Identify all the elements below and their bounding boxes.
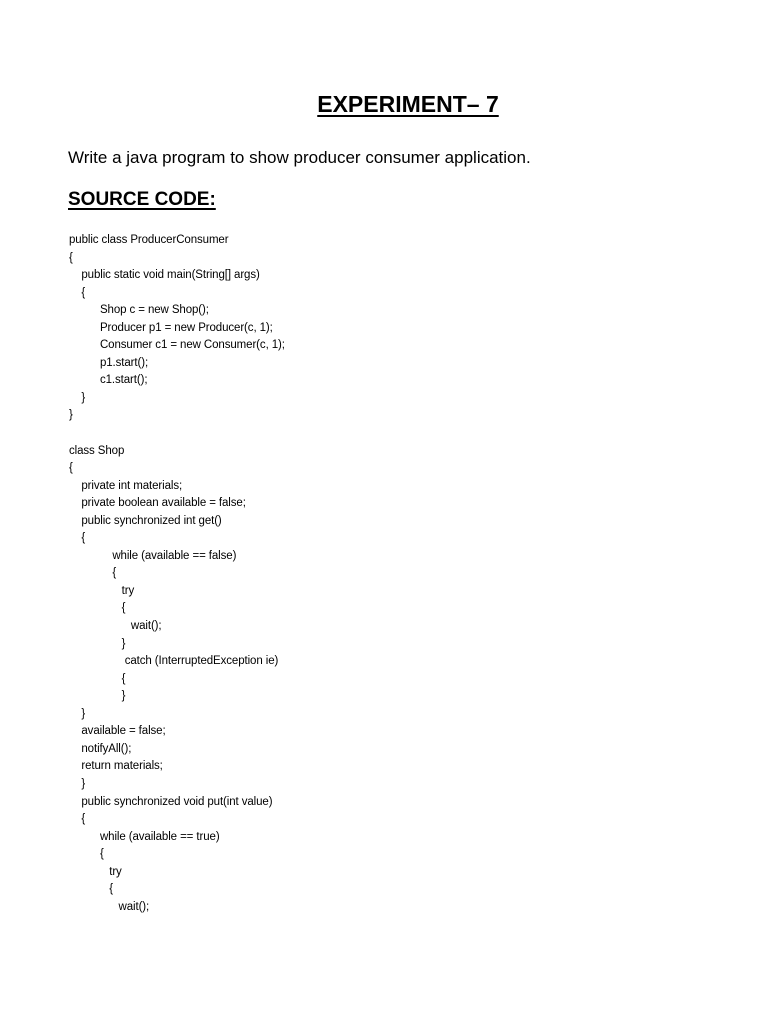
code-line (69, 425, 729, 443)
code-line: p1.start(); (69, 356, 149, 369)
source-code-block (69, 232, 729, 916)
code-line: public synchronized void put(int value) (69, 795, 273, 808)
code-line: available = false; (69, 725, 166, 738)
code-line: class Shop (69, 444, 125, 457)
code-line: private int materials; (69, 479, 183, 492)
code-line: return materials; (69, 760, 163, 773)
code-line: Producer p1 = new Producer(c, 1); (69, 321, 273, 334)
code-line: } (69, 409, 73, 422)
section-heading: SOURCE CODE: (68, 189, 216, 210)
code-line: { (69, 672, 126, 685)
code-line: public static void main(String[] args) (69, 269, 260, 282)
code-line: { (69, 813, 86, 826)
code-line: public class ProducerConsumer (69, 234, 229, 246)
code-line: Shop c = new Shop(); (69, 304, 209, 317)
task-description: Write a java program to show producer consumer application. (68, 148, 531, 167)
code-line: try (69, 584, 135, 597)
page-title: EXPERIMENT– 7 (317, 91, 499, 117)
code-line: { (69, 567, 117, 580)
code-line: public synchronized int get() (69, 514, 222, 527)
code-line: } (69, 707, 86, 720)
code-line: { (69, 602, 126, 615)
code-line: } (69, 777, 86, 790)
code-line: } (69, 391, 86, 404)
code-line: try (69, 865, 122, 878)
code-line: c1.start(); (69, 374, 148, 387)
code-line: } (69, 690, 126, 703)
code-line: } (69, 637, 126, 650)
code-line: private boolean available = false; (69, 497, 246, 510)
code-line: { (69, 251, 73, 264)
code-line: wait(); (69, 620, 162, 633)
code-line: while (available == false) (69, 549, 237, 562)
code-line: catch (InterruptedException ie) (69, 655, 279, 668)
code-line: Consumer c1 = new Consumer(c, 1); (69, 339, 285, 352)
code-line: notifyAll(); (69, 742, 132, 755)
code-line: { (69, 883, 113, 896)
code-line: { (69, 462, 73, 475)
code-line: { (69, 532, 86, 545)
code-line: while (available == true) (69, 830, 220, 843)
code-line: { (69, 848, 104, 861)
code-line: wait(); (69, 900, 150, 913)
code-line: { (69, 286, 86, 299)
